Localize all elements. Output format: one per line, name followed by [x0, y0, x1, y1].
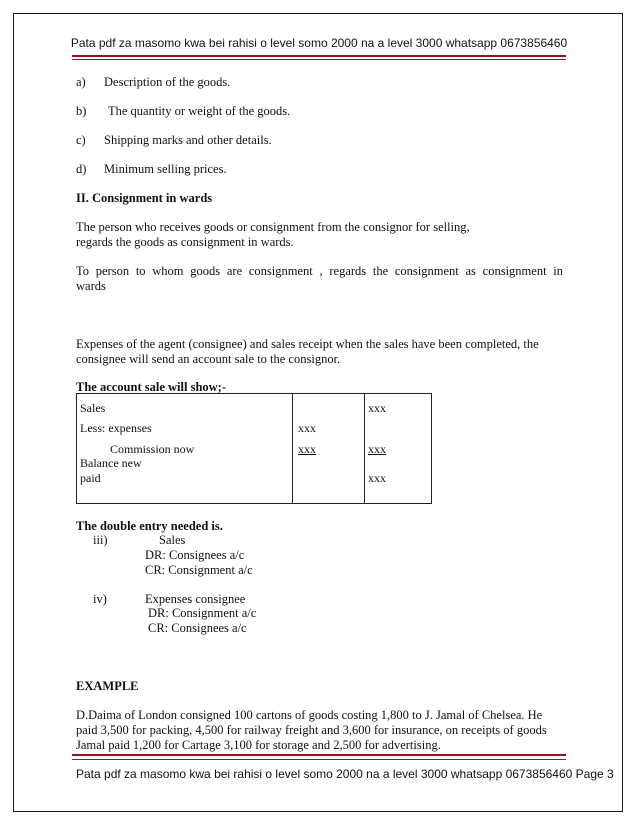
list-mark-c: c) [76, 133, 86, 147]
footer-rule-thin [72, 759, 566, 760]
double-entry-heading: The double entry needed is. [76, 519, 223, 533]
entry-iii-dr: DR: Consignees a/c [145, 548, 245, 562]
para3-line1: Expenses of the agent (consignee) and sales receipt when the sales have been completed, the [76, 337, 539, 351]
acct-right-value-3: xxx [368, 471, 386, 485]
example-line3: Jamal paid 1,200 for Cartage 3,100 for storage and 2,500 for advertising. [76, 738, 441, 752]
para2-line2: wards [76, 279, 106, 293]
list-text-a: Description of the goods. [104, 75, 231, 89]
entry-iii-mark: iii) [93, 533, 108, 547]
page-footer: Pata pdf za masomo kwa bei rahisi o level somo 2000 na a level 3000 whatsapp 0673856460 Page 3 [76, 767, 614, 781]
example-heading: EXAMPLE [76, 679, 139, 693]
list-mark-d: d) [76, 162, 87, 176]
para3-line2: consignee will send an account sale to the consignor. [76, 352, 341, 366]
list-text-c: Shipping marks and other details. [104, 133, 272, 147]
acct-right-value-1: xxx [368, 401, 386, 415]
account-heading: The account sale will show;- [76, 380, 226, 394]
entry-iv-cr: CR: Consignees a/c [148, 621, 247, 635]
acct-less-expenses: Less: expenses [80, 421, 152, 435]
acct-paid: paid [80, 471, 101, 485]
entry-iii-cr: CR: Consignment a/c [145, 563, 253, 577]
list-text-d: Minimum selling prices. [104, 162, 227, 176]
list-text-b: The quantity or weight of the goods. [108, 104, 291, 118]
acct-mid-value-2: xxx [298, 442, 316, 456]
header-rule-thin [72, 59, 566, 60]
para1-line1: The person who receives goods or consignment from the consignor for selling, [76, 220, 470, 234]
example-line1: D.Daima of London consigned 100 cartons of goods costing 1,800 to J. Jamal of Chelsea. He [76, 708, 543, 722]
para2-line1: To person to whom goods are consignment , regards the consignment as consignment in [76, 264, 563, 278]
footer-rule [72, 754, 566, 756]
acct-sales: Sales [80, 401, 106, 415]
header-rule [72, 55, 566, 57]
entry-iv-title: Expenses consignee [145, 592, 246, 606]
list-mark-a: a) [76, 75, 86, 89]
acct-mid-value-1: xxx [298, 421, 316, 435]
list-mark-b: b) [76, 104, 87, 118]
entry-iii-title: Sales [159, 533, 186, 547]
acct-commission: Commission now [110, 442, 195, 456]
acct-balance-new: Balance new [80, 456, 142, 470]
example-line2: paid 3,500 for packing, 4,500 for railway freight and 3,600 for insurance, on receipts of goods [76, 723, 547, 737]
section-heading: II. Consignment in wards [76, 191, 213, 205]
para1-line2: regards the goods as consignment in wards. [76, 235, 294, 249]
acct-right-value-2: xxx [368, 442, 386, 456]
entry-iv-mark: iv) [93, 592, 107, 606]
page-header: Pata pdf za masomo kwa bei rahisi o level somo 2000 na a level 3000 whatsapp 0673856460 [70, 36, 568, 50]
entry-iv-dr: DR: Consignment a/c [148, 606, 257, 620]
